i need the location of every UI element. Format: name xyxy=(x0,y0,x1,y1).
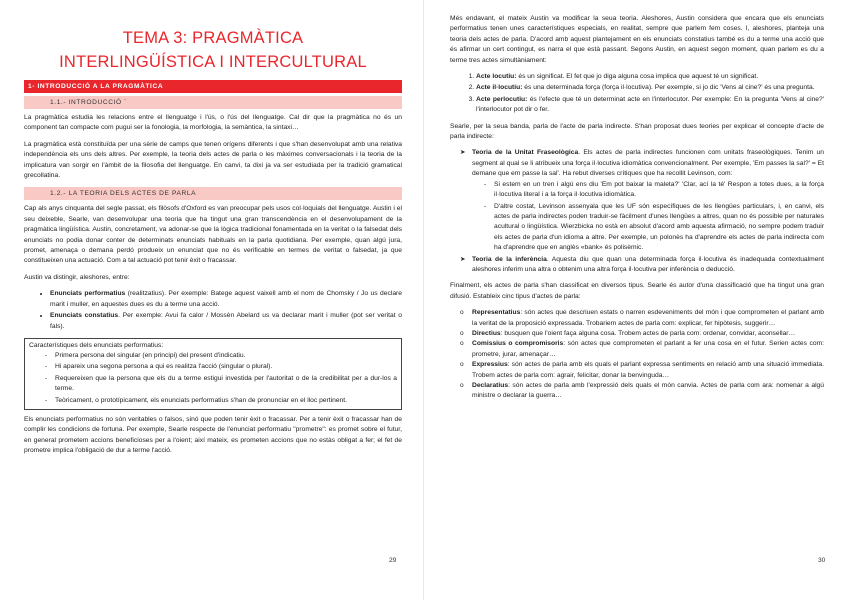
list-item: - Hi apareix una segona persona a qui es realitza l'acció (singular o plural). xyxy=(55,362,397,372)
arrow-list xyxy=(450,148,824,275)
page-right xyxy=(424,0,848,600)
box-title: Característiques dels enunciats performatius: xyxy=(29,341,164,349)
list-item-text: és una determinada força (força il·locutiva). Per exemple, si jo dic 'Vens al cine?' és una pregunta. xyxy=(522,84,815,92)
list-item-term: Declaratius xyxy=(472,382,509,389)
circle-list xyxy=(450,308,824,402)
list-item xyxy=(472,255,824,276)
list-item-term: Enunciats constatius xyxy=(50,312,119,320)
paragraph: Austin va distingir, aleshores, entre: xyxy=(24,273,130,281)
list-item xyxy=(50,311,402,332)
list-item xyxy=(472,329,824,339)
list-item-text: . Aquesta diu que quan una determinada força il·locutiva és inadequada contextualment aleshores inferim una altra o obtenim una altra força il·locutiva per inferència o deducció. xyxy=(472,255,825,273)
paragraph: La pragmàtica estudia les relacions entre el llenguatge i l'ús, o l'ús del llenguatge. Cal dir que la pragmàtica no és un component tan compacte com pugui ser la fonologia, la morfologia, la semàntica, la sintaxi… xyxy=(24,114,402,132)
list-item-text: (realitzatius). Per exemple: Batege aquest vaixell amb el nom de Chomsky / Jo us declare marit i muller, en aquestes dues es du a terme una acció. xyxy=(50,290,402,308)
list-item-text: : són actes de parla amb els quals el parlant expressa sentiments en relació amb una situació immediata. Trobem actes de parla com: agrair, felicitar, donar la benvinguda… xyxy=(472,361,824,379)
list-item xyxy=(472,381,824,402)
list-item-term: Enunciats performatius xyxy=(50,290,126,298)
list-item-term: Teoria de la Unitat Fraseològica xyxy=(472,149,579,157)
title-line-1: TEMA 3: PRAGMÀTICA xyxy=(122,29,304,47)
paragraph: Més endavant, el mateix Austin va modificar la seua teoria. Aleshores, Austin considera que encara que els enunciats performatius tenen unes característiques especials, en realitat, sempre que parlem fem coses. I, aleshores, planteja una teoria dels actes de parla. D'acord amb aquest plantejament en els enunciats constatius també es du a terme una acció que és afirmar un cert contingut, es narra el que està passant. Segons Austin, en aquest segon moment, quan parlem es du a terme tres actes simultàniament: xyxy=(450,15,824,64)
list-item-text: . Per exemple: Avui fa calor / Mossèn Abelard us va declarar marit i muller (pot ser veritat o fals). xyxy=(50,312,402,330)
list-item xyxy=(472,339,824,360)
list-item-term: Directius xyxy=(472,329,501,337)
list-item xyxy=(476,95,824,116)
list-item-text: : són actes de parla amb l'expressió dels quals el món canvia. Actes de parla com ara: nomenar a algú ministre o declarar la guerra… xyxy=(472,382,824,400)
list-item-term: Acte perlocutiu: xyxy=(476,95,528,103)
section-heading-1: 1- INTRODUCCIÓ A LA PRAGMÀTICA xyxy=(24,80,402,93)
list-item-text: : busquen que l'oient faça alguna cosa. Trobem actes de parla com: ordenar, convidar, aconsellar… xyxy=(500,329,796,337)
list-item-text: : són actes que comprometen el parlant a fer una cosa en el futur. Serien actes com: prometre, jurar, amenaçar… xyxy=(472,340,824,358)
list-item xyxy=(472,360,824,381)
list-item: - D'altre costat, Levinson assenyala que les UF són específiques de les llengües particulars, i, en canvi, els actes de parla indirectes poden traduir-se fàcilment d'unes llengües a altres, quan no és possible per naturales acultural o lingüística. Wierzbicka no està en absolut d'acord amb aquesta afirmació, no sempre podem traduir els actes de parla d'un idioma a altre. Per exemple, un polonès ha d'aprendre els actes de parla indirecta com ha d'aprendre que en anglès «bank» és polisèmic. xyxy=(494,202,824,254)
paragraph: Finalment, els actes de parla s'han classificat en diversos tipus. Searle és autor d'una classificació que ha tingut una gran difusió. Estableix cinc tipus d'actes de parla: xyxy=(450,282,824,300)
list-item-term: Acte il·locutiu: xyxy=(476,84,523,92)
paragraph: Cap als anys cinquanta del segle passat, els filòsofs d'Oxford es van preocupar pels usos col·loquials del llenguatge. Austin i el seu deixeble, Searle, van desenvolupar una teoria que ha tingut una gran transcendència en el desenvolupament de la pragmàtica lingüística. Austin, concretament, va adonar-se que la lògica tradicional fonamentada en la veritat o la falsedat dels enunciats no podia donar conter de determinats enunciats habituals en la parla quotidiana. Per exemple, quan algú jura, promet, amenaça o demana perdó produeix un enunciat que no és verificable en termes de veritat o falsedat, ja que constitueixen una actuació. Com a tal actuació pot tenir èxit o fracassar. xyxy=(24,205,402,265)
list-item-term: Comissius o compromisoris xyxy=(472,340,564,348)
list-item-term: Representatius xyxy=(472,309,521,317)
list-item xyxy=(472,148,824,253)
subsection-heading-1-2: 1.2.- LA TEORIA DELS ACTES DE PARLA xyxy=(24,187,402,200)
title-line-2: INTERLINGÜÍSTICA I INTERCULTURAL xyxy=(59,53,367,71)
page-number: 29 xyxy=(389,557,397,564)
list-item-text: : són actes que descriuen estats o narren esdeveniments del món i que comprometen el parlant amb la veritat de la proposició expressada. Trobariem actes de parla com: explicar, fer hipòtesis, suggerir… xyxy=(472,309,824,327)
list-item-term: Expressius xyxy=(472,361,508,369)
list-item: - Requereixen que la persona que els du a terme estigui investida per l'autoritat o de la credibilitat per a dur-los a terme. xyxy=(55,374,397,395)
list-item-text: . Els actes de parla indirectes funcionen com unitats fraseològiques. Tenim un segment al qual se li atribueix una força il·locutiva idiomàtica convencionalment. Per exemple, 'Em passes la sal?' = Et demane que em passe la sal'. Ha rebut diverses crítiques que ha recollit Levinson, com: xyxy=(472,149,824,178)
numbered-list xyxy=(450,72,824,116)
list-item-term: Acte locutiu: xyxy=(476,73,517,81)
subsection-heading-1-1: 1.1.- INTRODUCCIÓ ´ xyxy=(24,96,402,109)
document-title xyxy=(24,26,402,74)
list-item xyxy=(476,72,824,82)
list-item: - Primera persona del singular (en principi) del present d'indicatiu. xyxy=(55,351,397,361)
list-item xyxy=(472,308,824,329)
list-item: - Teòricament, o prototípicament, els enunciats performatius s'han de pronunciar en el lloc pertinent. xyxy=(55,396,397,406)
list-item: - Si estem en un tren i algú ens diu 'Em pot baixar la maleta?' 'Clar, ací la té' Respon a totes dues, a la força il·locutiva literal i a la força il·locutiva idiomàtica. xyxy=(494,180,824,201)
sub-list xyxy=(472,180,824,254)
paragraph: Searle, per la seua banda, parla de l'acte de parla indirecte. S'han proposat dues teories per explicar el concepte d'acte de parla indirecte: xyxy=(450,122,824,141)
list-item xyxy=(50,289,402,310)
box-list xyxy=(29,351,397,406)
paragraph: Els enunciats performatius no són veritables o falsos, sinó que poden tenir èxit o fracassar. Per a tenir èxit o fracassar han de complir les condicions de fortuna. Per exemple, Searle respecte de l'enunciat performatiu "prometre": es promet sobre el futur, en general prometem accions beneficioses per a l'oient; així mateix, es prometen accions que no estàs obligat a fer; el fet de prometre implica l'obligació de dur a terme l'acció. xyxy=(24,415,402,455)
list-item xyxy=(476,83,824,93)
paragraph: La pragmàtica està constituïda per una sèrie de camps que tenen orígens diferents i que s'han desenvolupat amb una relativa independència els uns dels altres. Per exemple, la teoria dels actes de parla o les màximes conversacionals i la teoria de la implicatura van sorgir en l'àmbit de la filosofia del llenguatge. En canvi, ta dixi ja va ser estudiada per la tradició gramatical grecollatina. xyxy=(24,140,402,180)
page-number: 30 xyxy=(818,557,826,564)
list-item-term: Teoria de la inferència xyxy=(472,255,547,263)
features-box xyxy=(24,338,402,410)
bullet-list xyxy=(24,289,402,332)
list-item-text: és l'efecte que té un determinat acte en l'interlocutor. Per exemple: En la pregunta 'Vens al cine?' l'interlocutor pot dir o fer. xyxy=(476,95,824,114)
list-item-text: és un significat. El fet que jo diga alguna cosa implica que aquest té un significat. xyxy=(516,73,759,81)
